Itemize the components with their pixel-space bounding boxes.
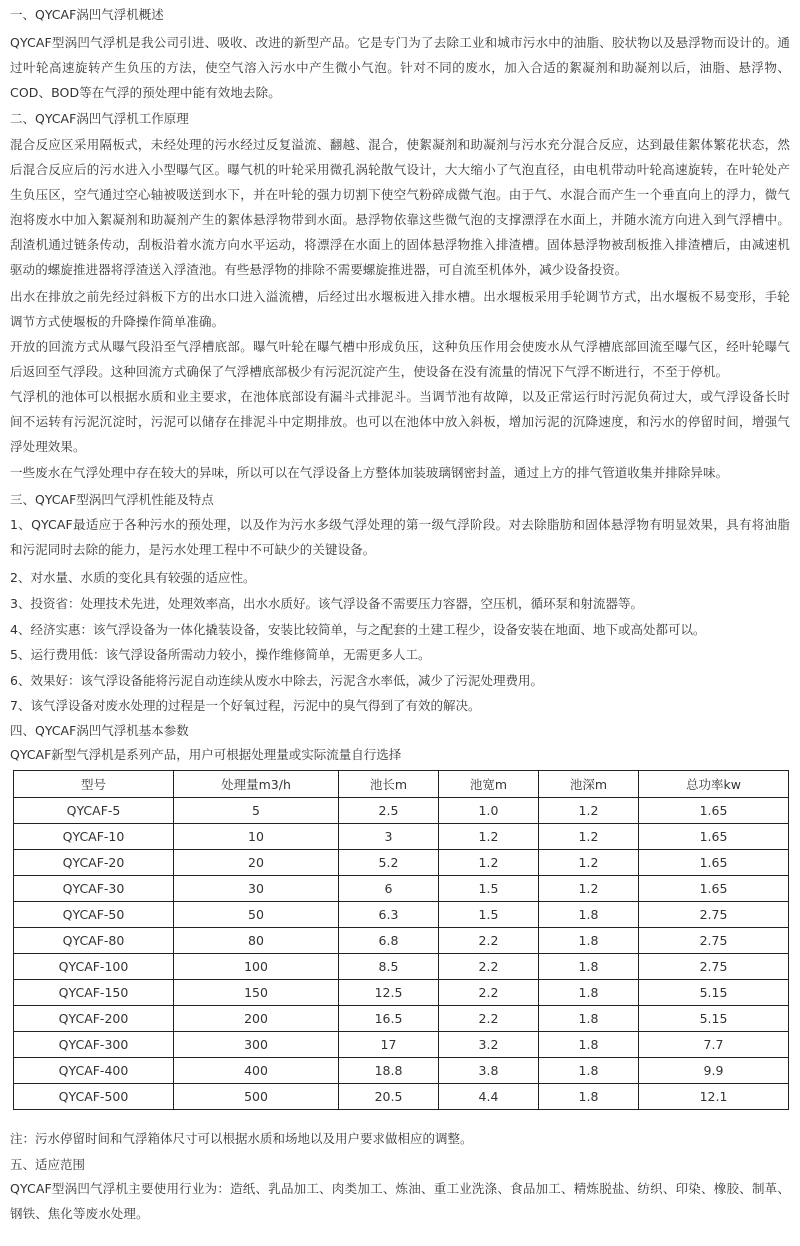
cell-width: 1.2 xyxy=(439,850,539,876)
cell-depth: 1.8 xyxy=(539,1058,639,1084)
cell-model: QYCAF-10 xyxy=(14,824,174,850)
section-2-paragraph-5: 一些废水在气浮处理中存在较大的异味，所以可以在气浮设备上方整体加装玻璃钢密封盖，通过上方的排气管道收集并排除异味。 xyxy=(10,465,729,480)
table-row xyxy=(14,850,789,876)
section-4-title: 四、QYCAF涡凹气浮机基本参数 xyxy=(10,723,189,738)
feature-item: 2、对水量、水质的变化具有较强的适应性。 xyxy=(10,570,256,585)
cell-depth: 1.8 xyxy=(539,1032,639,1058)
cell-width: 1.5 xyxy=(439,876,539,902)
table-row xyxy=(14,876,789,902)
cell-length: 6.8 xyxy=(339,928,439,954)
feature-item: 3、投资省：处理技术先进，处理效率高，出水水质好。该气浮设备不需要压力容器，空压机，循环泵和射流器等。 xyxy=(10,596,643,611)
table-row xyxy=(14,902,789,928)
section-5-paragraph: QYCAF型涡凹气浮机主要使用行业为：造纸、乳品加工、肉类加工、炼油、重工业洗涤、食品加工、精炼脱盐、纺织、印染、橡胶、制革、钢铁、焦化等废水处理。 xyxy=(10,1181,790,1221)
cell-width: 1.2 xyxy=(439,824,539,850)
cell-model: QYCAF-100 xyxy=(14,954,174,980)
header-capacity: 处理量m3/h xyxy=(174,771,339,798)
cell-model: QYCAF-80 xyxy=(14,928,174,954)
cell-model: QYCAF-50 xyxy=(14,902,174,928)
cell-capacity: 10 xyxy=(174,824,339,850)
feature-item: 5、运行费用低：该气浮设备所需动力较小，操作维修简单，无需更多人工。 xyxy=(10,647,431,662)
cell-model: QYCAF-400 xyxy=(14,1058,174,1084)
section-2-paragraph-1: 混合反应区采用隔板式，未经处理的污水经过反复溢流、翻越、混合，使絮凝剂和助凝剂与污水充分混合反应，达到最佳絮体繁花状态，然后混合反应后的污水进入小型曝气区。曝气机的叶轮采用微孔涡轮散气设计，大大缩小了气泡直径，由电机带动叶轮高速旋转，在叶轮处产生负压区，空气通过空心轴被吸送到水下，并在叶轮的强力切割下使空气粉碎成微气泡。由于气、水混合而产生一个垂直向上的浮力，微气泡将废水中加入絮凝剂和助凝剂产生的絮体悬浮物带到水面。悬浮物依靠这些微气泡的支撑漂浮在水面上，并随水流方向进入到气浮槽中。刮渣机通过链条传动，刮板沿着水流方向水平运动，将漂浮在水面上的固体悬浮物推入排渣槽。固体悬浮物被刮板推入排渣槽后，由减速机驱动的螺旋推进器将浮渣送入浮渣池。有些悬浮物的排除不需要螺旋推进器，可自流至机体外，减少设备投资。 xyxy=(10,137,790,277)
section-3-paragraph-1: 1、QYCAF最适应于各种污水的预处理，以及作为污水多级气浮处理的第一级气浮阶段。对去除脂肪和固体悬浮物有明显效果，具有将油脂和污泥同时去除的能力，是污水处理工程中不可缺少的关键设备。 xyxy=(10,517,790,557)
table-note: 注：污水停留时间和气浮箱体尺寸可以根据水质和场地以及用户要求做相应的调整。 xyxy=(10,1131,473,1146)
cell-capacity: 30 xyxy=(174,876,339,902)
feature-item: 4、经济实惠：该气浮设备为一体化撬装设备，安装比较简单，与之配套的土建工程少，设备安装在地面、地下或高处都可以。 xyxy=(10,622,706,637)
parameters-table xyxy=(13,770,789,1110)
table-row xyxy=(14,824,789,850)
cell-length: 16.5 xyxy=(339,1006,439,1032)
cell-capacity: 80 xyxy=(174,928,339,954)
header-model: 型号 xyxy=(14,771,174,798)
section-3-title: 三、QYCAF型涡凹气浮机性能及特点 xyxy=(10,492,214,507)
table-row xyxy=(14,1032,789,1058)
header-length: 池长m xyxy=(339,771,439,798)
section-2-paragraph-3: 开放的回流方式从曝气段沿至气浮槽底部。曝气叶轮在曝气槽中形成负压，这种负压作用会使废水从气浮槽底部回流至曝气区，经叶轮曝气后返回至气浮段。这种回流方式确保了气浮槽底部极少有污泥沉淀产生，使设备在没有流量的情况下气浮不断进行，不至于停机。 xyxy=(10,339,790,379)
cell-width: 1.0 xyxy=(439,798,539,824)
header-power: 总功率kw xyxy=(639,771,789,798)
cell-capacity: 150 xyxy=(174,980,339,1006)
cell-length: 18.8 xyxy=(339,1058,439,1084)
cell-length: 2.5 xyxy=(339,798,439,824)
cell-capacity: 500 xyxy=(174,1084,339,1110)
cell-power: 1.65 xyxy=(639,798,789,824)
feature-item: 6、效果好：该气浮设备能将污泥自动连续从废水中除去，污泥含水率低，减少了污泥处理费用。 xyxy=(10,673,543,688)
cell-capacity: 400 xyxy=(174,1058,339,1084)
cell-capacity: 20 xyxy=(174,850,339,876)
cell-model: QYCAF-200 xyxy=(14,1006,174,1032)
cell-model: QYCAF-500 xyxy=(14,1084,174,1110)
cell-capacity: 50 xyxy=(174,902,339,928)
cell-width: 3.8 xyxy=(439,1058,539,1084)
table-row xyxy=(14,928,789,954)
cell-width: 2.2 xyxy=(439,954,539,980)
cell-power: 1.65 xyxy=(639,876,789,902)
table-row xyxy=(14,1084,789,1110)
table-row xyxy=(14,980,789,1006)
section-2-paragraph-2: 出水在排放之前先经过斜板下方的出水口进入溢流槽，后经过出水堰板进入排水槽。出水堰板采用手轮调节方式，出水堰板不易变形，手轮调节方式使堰板的升降操作简单准确。 xyxy=(10,289,790,329)
cell-power: 9.9 xyxy=(639,1058,789,1084)
table-row xyxy=(14,954,789,980)
section-1-paragraph: QYCAF型涡凹气浮机是我公司引进、吸收、改进的新型产品。它是专门为了去除工业和城市污水中的油脂、胶状物以及悬浮物而设计的。通过叶轮高速旋转产生负压的方法，使空气溶入污水中产生微小气泡。针对不同的废水，加入合适的絮凝剂和助凝剂以后，油脂、悬浮物、COD、BOD等在气浮的预处理中能有效地去除。 xyxy=(10,35,790,100)
cell-length: 5.2 xyxy=(339,850,439,876)
feature-item: 7、该气浮设备对废水处理的过程是一个好氧过程，污泥中的臭气得到了有效的解决。 xyxy=(10,698,481,713)
cell-power: 1.65 xyxy=(639,824,789,850)
section-2-title: 二、QYCAF涡凹气浮机工作原理 xyxy=(10,111,189,126)
cell-depth: 1.8 xyxy=(539,1006,639,1032)
cell-length: 6 xyxy=(339,876,439,902)
cell-power: 7.7 xyxy=(639,1032,789,1058)
section-2-paragraph-4: 气浮机的池体可以根据水质和业主要求，在池体底部设有漏斗式排泥斗。当调节池有故障，以及正常运行时污泥负荷过大，或气浮设备长时间不运转有污泥沉淀时，污泥可以储存在排泥斗中定期排放。也可以在池体中放入斜板，增加污泥的沉降速度，和污水的停留时间，增强气浮处理效果。 xyxy=(10,389,790,454)
section-1-title: 一、QYCAF涡凹气浮机概述 xyxy=(10,7,164,22)
cell-depth: 1.8 xyxy=(539,1084,639,1110)
cell-model: QYCAF-30 xyxy=(14,876,174,902)
header-depth: 池深m xyxy=(539,771,639,798)
cell-width: 1.5 xyxy=(439,902,539,928)
cell-depth: 1.2 xyxy=(539,876,639,902)
cell-depth: 1.2 xyxy=(539,850,639,876)
cell-power: 2.75 xyxy=(639,954,789,980)
table-body xyxy=(14,798,789,1110)
cell-capacity: 300 xyxy=(174,1032,339,1058)
table-row xyxy=(14,798,789,824)
cell-width: 3.2 xyxy=(439,1032,539,1058)
cell-width: 2.2 xyxy=(439,928,539,954)
cell-length: 12.5 xyxy=(339,980,439,1006)
cell-width: 2.2 xyxy=(439,1006,539,1032)
cell-length: 8.5 xyxy=(339,954,439,980)
cell-width: 2.2 xyxy=(439,980,539,1006)
cell-power: 12.1 xyxy=(639,1084,789,1110)
cell-model: QYCAF-5 xyxy=(14,798,174,824)
table-header-row xyxy=(14,771,789,798)
cell-depth: 1.2 xyxy=(539,798,639,824)
table-row xyxy=(14,1058,789,1084)
cell-length: 20.5 xyxy=(339,1084,439,1110)
table-row xyxy=(14,1006,789,1032)
cell-power: 2.75 xyxy=(639,902,789,928)
cell-power: 5.15 xyxy=(639,980,789,1006)
cell-length: 6.3 xyxy=(339,902,439,928)
cell-model: QYCAF-20 xyxy=(14,850,174,876)
cell-capacity: 5 xyxy=(174,798,339,824)
cell-power: 5.15 xyxy=(639,1006,789,1032)
cell-depth: 1.8 xyxy=(539,954,639,980)
cell-depth: 1.2 xyxy=(539,824,639,850)
header-width: 池宽m xyxy=(439,771,539,798)
cell-depth: 1.8 xyxy=(539,928,639,954)
cell-power: 1.65 xyxy=(639,850,789,876)
cell-capacity: 200 xyxy=(174,1006,339,1032)
cell-length: 3 xyxy=(339,824,439,850)
section-4-intro: QYCAF新型气浮机是系列产品，用户可根据处理量或实际流量自行选择 xyxy=(10,747,402,762)
section-5-title: 五、适应范围 xyxy=(10,1157,86,1172)
cell-model: QYCAF-300 xyxy=(14,1032,174,1058)
cell-width: 4.4 xyxy=(439,1084,539,1110)
cell-power: 2.75 xyxy=(639,928,789,954)
cell-depth: 1.8 xyxy=(539,980,639,1006)
cell-capacity: 100 xyxy=(174,954,339,980)
cell-depth: 1.8 xyxy=(539,902,639,928)
cell-model: QYCAF-150 xyxy=(14,980,174,1006)
cell-length: 17 xyxy=(339,1032,439,1058)
